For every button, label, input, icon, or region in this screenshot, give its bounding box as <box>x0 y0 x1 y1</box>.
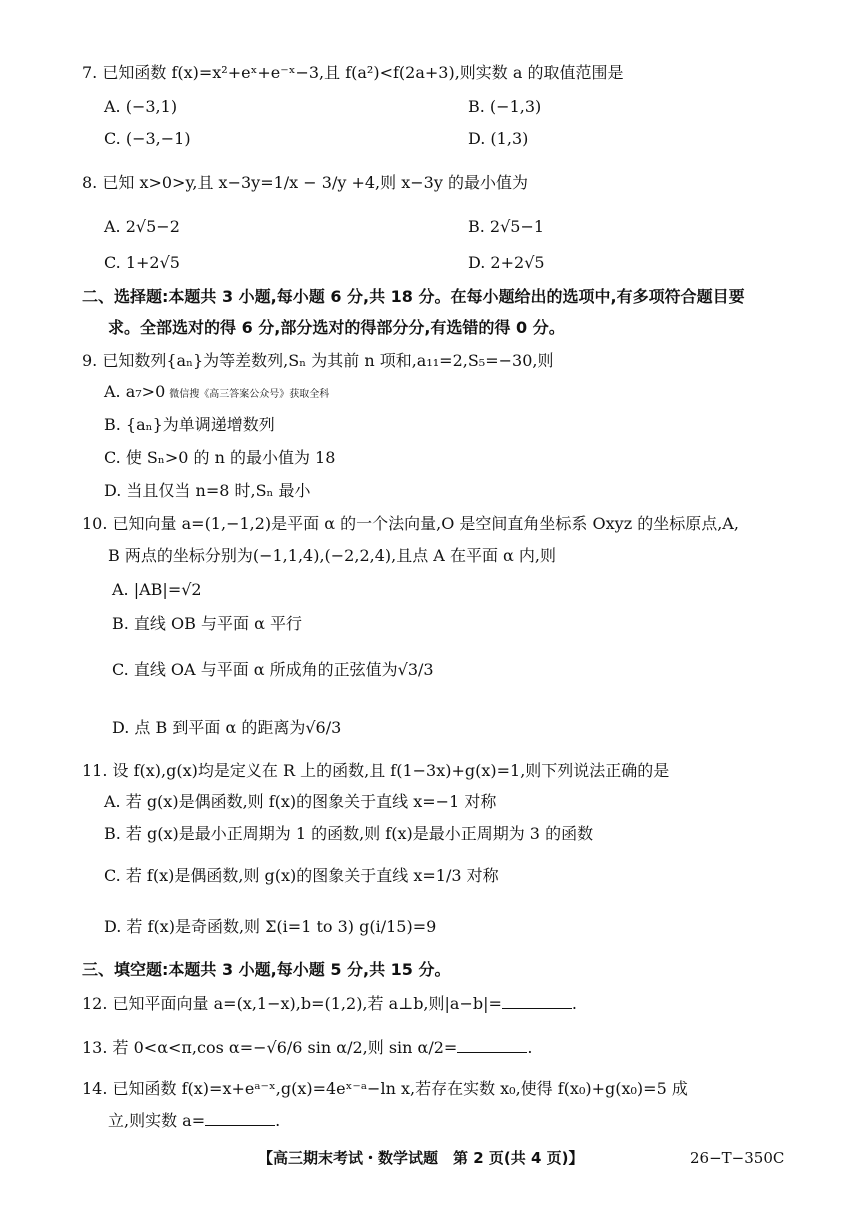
q12-end: . <box>571 994 577 1013</box>
q10-option-b: B. 直线 OB 与平面 α 平行 <box>112 614 302 633</box>
q7-option-a: A. (−3,1) <box>104 97 178 116</box>
q11-option-c: C. 若 f(x)是偶函数,则 g(x)的图象关于直线 x=1/3 对称 <box>104 866 499 885</box>
q9-option-b: B. {aₙ}为单调递增数列 <box>104 415 275 434</box>
q7-option-b: B. (−1,3) <box>468 97 542 116</box>
q10-option-a: A. |AB|=√2 <box>112 580 202 599</box>
q7-stem: 7. 已知函数 f(x)=x²+eˣ+e⁻ˣ−3,且 f(a²)<f(2a+3),则实数 a 的取值范围是 <box>82 63 624 82</box>
q12-line <box>82 994 577 1014</box>
q7-option-c: C. (−3,−1) <box>104 129 191 148</box>
q8-option-a: A. 2√5−2 <box>104 217 180 236</box>
footer-code: 26−T−350C <box>690 1149 785 1167</box>
q14-answer-blank <box>205 1111 275 1126</box>
q14-line-2 <box>108 1111 280 1131</box>
q14-end: . <box>275 1111 281 1130</box>
watermark-note: 微信搜《高三答案公众号》获取全科 <box>169 389 330 400</box>
q7-option-d: D. (1,3) <box>468 129 529 148</box>
q8-stem: 8. 已知 x>0>y,且 x−3y=1/x − 3/y +4,则 x−3y 的最小值为 <box>82 173 528 192</box>
q13-answer-blank <box>457 1038 527 1053</box>
section2-header: 二、选择题:本题共 3 小题,每小题 6 分,共 18 分。在每小题给出的选项中,有多项符合题目要 <box>82 287 745 306</box>
q8-option-c: C. 1+2√5 <box>104 253 180 272</box>
section2-header-cont: 求。全部选对的得 6 分,部分选对的得部分分,有选错的得 0 分。 <box>108 318 565 337</box>
q11-option-d: D. 若 f(x)是奇函数,则 Σ(i=1 to 3) g(i/15)=9 <box>104 917 437 936</box>
q11-stem: 11. 设 f(x),g(x)均是定义在 R 上的函数,且 f(1−3x)+g(x)=1,则下列说法正确的是 <box>82 761 670 780</box>
q9-option-c: C. 使 Sₙ>0 的 n 的最小值为 18 <box>104 448 336 467</box>
q10-stem-2: B 两点的坐标分别为(−1,1,4),(−2,2,4),且点 A 在平面 α 内,则 <box>108 546 557 565</box>
q11-option-b: B. 若 g(x)是最小正周期为 1 的函数,则 f(x)是最小正周期为 3 的函数 <box>104 824 594 843</box>
q11-option-a: A. 若 g(x)是偶函数,则 f(x)的图象关于直线 x=−1 对称 <box>104 792 497 811</box>
q10-option-c: C. 直线 OA 与平面 α 所成角的正弦值为√3/3 <box>112 660 434 679</box>
q14-stem-1: 14. 已知函数 f(x)=x+eᵃ⁻ˣ,g(x)=4eˣ⁻ᵃ−ln x,若存在实数 x₀,使得 f(x₀)+g(x₀)=5 成 <box>82 1079 688 1098</box>
q12-stem: 12. 已知平面向量 a=(x,1−x),b=(1,2),若 a⊥b,则|a−b|= <box>82 994 502 1013</box>
q8-option-d: D. 2+2√5 <box>468 253 545 272</box>
q9-stem: 9. 已知数列{aₙ}为等差数列,Sₙ 为其前 n 项和,a₁₁=2,S₅=−30,则 <box>82 351 554 370</box>
q10-option-d: D. 点 B 到平面 α 的距离为√6/3 <box>112 718 342 737</box>
q13-stem: 13. 若 0<α<π,cos α=−√6/6 sin α/2,则 sin α/2= <box>82 1038 458 1057</box>
q8-option-b: B. 2√5−1 <box>468 217 545 236</box>
footer-label: 【高三期末考试・数学试题 第 2 页(共 4 页)】 <box>258 1149 584 1167</box>
q9-option-d: D. 当且仅当 n=8 时,Sₙ 最小 <box>104 481 311 500</box>
q13-end: . <box>527 1038 533 1057</box>
q13-line <box>82 1038 532 1058</box>
q14-stem-2: 立,则实数 a= <box>108 1111 206 1130</box>
q10-stem-1: 10. 已知向量 a=(1,−1,2)是平面 α 的一个法向量,O 是空间直角坐标系 Oxyz 的坐标原点,A, <box>82 514 739 533</box>
q9-option-a <box>104 382 329 405</box>
section3-header: 三、填空题:本题共 3 小题,每小题 5 分,共 15 分。 <box>82 960 451 979</box>
q9-option-a-text: A. a₇>0 <box>104 382 166 401</box>
q12-answer-blank <box>502 994 572 1009</box>
